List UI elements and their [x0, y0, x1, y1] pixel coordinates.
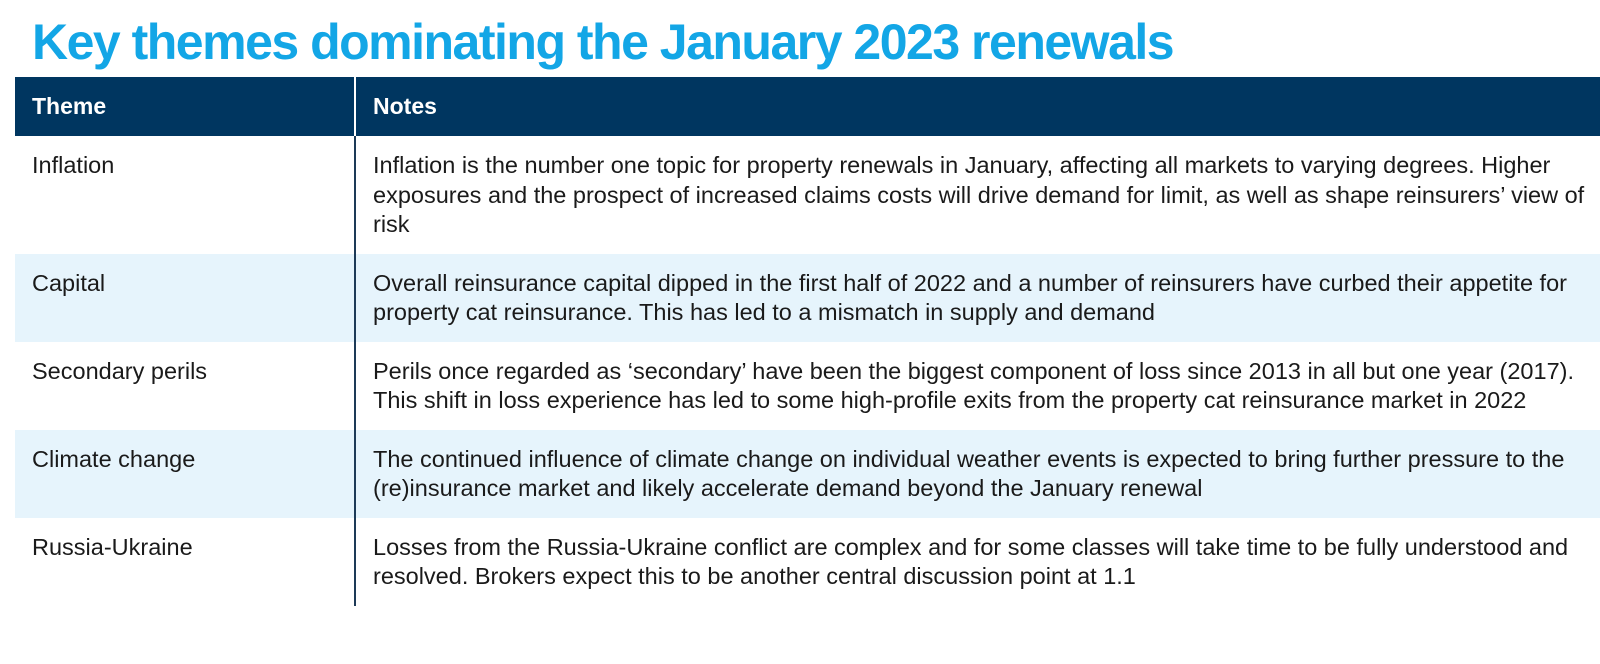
theme-cell: Russia-Ukraine [15, 518, 356, 606]
table-row [15, 342, 1600, 430]
table-row [15, 136, 1600, 254]
header-notes: Notes [373, 93, 437, 119]
theme-cell: Capital [15, 254, 356, 342]
theme-cell: Secondary perils [15, 342, 356, 430]
themes-table [15, 77, 1600, 606]
notes-cell: Perils once regarded as ‘secondary’ have been the biggest component of loss since 2013 in all but one year (2017). This shift in loss experience has led to some high-profile exits from the property cat reinsurance market in 2022 [373, 357, 1574, 413]
notes-cell: Inflation is the number one topic for property renewals in January, affecting all markets to varying degrees. Higher exposures and the prospect of increased claims costs will drive demand for limit, as well as shape reinsurers’ view of risk [373, 152, 1585, 237]
table-row [15, 254, 1600, 342]
notes-cell: Losses from the Russia-Ukraine conflict are complex and for some classes will take time to be fully understood and resolved. Brokers expect this to be another central discussion point at 1.1 [373, 533, 1569, 589]
table-header-row [15, 77, 1600, 136]
table-row [15, 430, 1600, 518]
notes-cell: The continued influence of climate change on individual weather events is expected to bring further pressure to the (re)insurance market and likely accelerate demand beyond the January renewal [373, 445, 1565, 501]
page-title: Key themes dominating the January 2023 renewals [32, 14, 1174, 70]
theme-cell: Inflation [15, 136, 356, 254]
theme-cell: Climate change [15, 430, 356, 518]
table-row [15, 518, 1600, 606]
notes-cell: Overall reinsurance capital dipped in the first half of 2022 and a number of reinsurers have curbed their appetite for property cat reinsurance. This has led to a mismatch in supply and demand [373, 269, 1567, 325]
header-theme: Theme [15, 77, 356, 136]
